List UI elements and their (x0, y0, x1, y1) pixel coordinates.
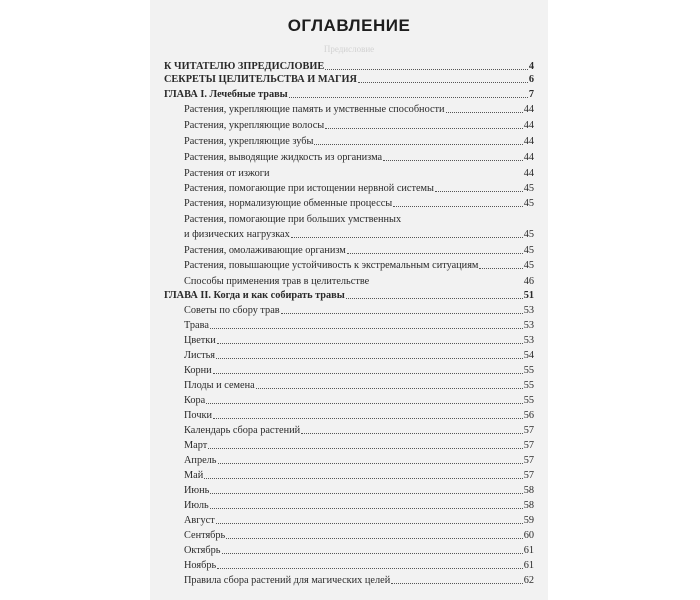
leader-dots (213, 418, 523, 419)
toc-entry-page: 61 (523, 560, 534, 571)
toc-entry[interactable] (184, 148, 534, 163)
toc-entry-page: 44 (523, 120, 534, 131)
toc-entry-title: ГЛАВА II. Когда и как собирать травы (164, 290, 345, 301)
toc-entry-title: Март (184, 440, 208, 451)
toc-entry[interactable] (184, 406, 534, 421)
toc-entry-title: Растения, укрепляющие волосы (184, 120, 325, 131)
toc-entry-title: Почки (184, 410, 213, 421)
leader-dots (226, 538, 522, 539)
book-page (150, 0, 548, 600)
toc-entry-title: Ноябрь (184, 560, 217, 571)
leader-dots (291, 237, 523, 238)
toc-entry-secrets[interactable] (164, 70, 534, 85)
toc-entry-title: Июль (184, 500, 209, 511)
toc-entry-title: Календарь сбора растений (184, 425, 301, 436)
toc-entry-chapter-1[interactable] (164, 85, 534, 100)
toc-entry[interactable] (184, 511, 534, 526)
toc-entry[interactable] (184, 481, 534, 496)
toc-entry-title: Способы применения трав в целительстве (184, 276, 370, 287)
toc-entry-page: 56 (523, 410, 534, 421)
toc-entry-page: 44 (523, 104, 534, 115)
toc-entry[interactable] (184, 526, 534, 541)
toc-entry[interactable] (184, 466, 534, 481)
toc-entry-page: 58 (523, 500, 534, 511)
toc-entry-title: Август (184, 515, 215, 526)
toc-entry[interactable] (184, 194, 534, 209)
toc-entry-page: 54 (523, 350, 534, 361)
toc-entry-title: Июнь (184, 485, 210, 496)
toc-entry-page: 57 (523, 440, 534, 451)
toc-entry-title: Растения от изжоги (184, 168, 270, 179)
toc-entry-title: Растения, выводящие жидкость из организма (184, 152, 383, 163)
toc-entry-page: 55 (523, 395, 534, 406)
leader-dots (218, 463, 523, 464)
toc-entry-title: Сентябрь (184, 530, 226, 541)
toc-entry-page: 46 (523, 276, 534, 287)
toc-entry-title: Растения, укрепляющие зубы (184, 136, 314, 147)
toc-entry[interactable] (184, 361, 534, 376)
toc-entry[interactable] (184, 496, 534, 511)
toc-entry-title: ГЛАВА I. Лечебные травы (164, 89, 288, 100)
leader-dots (289, 97, 528, 98)
toc-entry[interactable] (184, 241, 534, 256)
bleed-through-text: Предисловие (323, 44, 375, 54)
leader-dots (435, 191, 523, 192)
leader-dots (256, 388, 523, 389)
leader-dots (281, 313, 523, 314)
toc-entry-title: Октябрь (184, 545, 221, 556)
leader-dots (206, 403, 522, 404)
leader-dots (325, 128, 522, 129)
toc-entry-title: Листья (184, 350, 215, 361)
toc-entry-page: 55 (523, 380, 534, 391)
toc-entry-page: 57 (523, 470, 534, 481)
toc-entry-title: Кора (184, 395, 206, 406)
toc-entry-page: 60 (523, 530, 534, 541)
leader-dots (217, 568, 522, 569)
toc-entry-page: 57 (523, 455, 534, 466)
toc-entry-title: Растения, повышающие устойчивость к экстремальным ситуациям (184, 260, 479, 271)
toc-entry[interactable] (184, 376, 534, 391)
toc-entry-title: Цветки (184, 335, 216, 346)
toc-entry-page: 6 (528, 74, 534, 85)
leader-dots (391, 583, 523, 584)
toc-entry-page: 44 (523, 168, 534, 179)
toc-entry[interactable] (184, 256, 534, 271)
toc-entry[interactable] (184, 225, 534, 240)
toc-entry[interactable] (184, 436, 534, 451)
toc-entry[interactable] (184, 391, 534, 406)
toc-entry-page: 45 (523, 198, 534, 209)
toc-entry-title: Правила сбора растений для магических целей (184, 575, 391, 586)
leader-dots (208, 448, 522, 449)
toc-entry-page: 51 (523, 290, 534, 301)
toc-entry[interactable] (184, 100, 534, 115)
leader-dots (393, 206, 523, 207)
toc-entry-page: 59 (523, 515, 534, 526)
toc-entry-page: 61 (523, 545, 534, 556)
toc-entry[interactable] (184, 331, 534, 346)
toc-entry-page: 44 (523, 152, 534, 163)
toc-entry[interactable] (184, 132, 534, 147)
toc-entry[interactable] (184, 571, 534, 586)
leader-dots (216, 523, 523, 524)
toc-entry-page: 57 (523, 425, 534, 436)
toc-entry-title: и физических нагрузках (184, 229, 290, 240)
leader-dots (314, 144, 522, 145)
toc-entry[interactable] (184, 556, 534, 571)
toc-entry-title: Растения, укрепляющие память и умственные способности (184, 104, 445, 115)
toc-entry-page: 53 (523, 335, 534, 346)
toc-entry-title: Трава (184, 320, 209, 331)
toc-entry-title: СЕКРЕТЫ ЦЕЛИТЕЛЬСТВА И МАГИЯ (164, 74, 357, 85)
toc-entry[interactable] (184, 301, 534, 316)
toc-entry[interactable] (184, 541, 534, 556)
leader-dots (216, 358, 523, 359)
toc-entry[interactable] (184, 272, 534, 287)
leader-dots (358, 82, 528, 83)
leader-dots (204, 478, 522, 479)
toc-entry[interactable] (184, 116, 534, 131)
leader-dots (210, 493, 522, 494)
toc-entry-page: 44 (523, 136, 534, 147)
toc-entry-title: Растения, омолаживающие организм (184, 245, 346, 256)
toc-entry-chapter-2[interactable] (164, 286, 534, 301)
leader-dots (346, 298, 523, 299)
toc-entry-title: Растения, помогающие при истощении нервной системы (184, 183, 434, 194)
leader-dots (383, 160, 523, 161)
leader-dots (210, 328, 523, 329)
toc-entry-page: 53 (523, 320, 534, 331)
leader-dots (347, 253, 523, 254)
toc-entry[interactable] (184, 164, 534, 179)
toc-entry[interactable] (184, 179, 534, 194)
leader-dots (479, 268, 522, 269)
leader-dots (217, 343, 523, 344)
toc-entry[interactable] (184, 346, 534, 361)
toc-entry-title: Советы по сбору трав (184, 305, 280, 316)
leader-dots (446, 112, 523, 113)
toc-entry-page: 53 (523, 305, 534, 316)
toc-entry-title: Плоды и семена (184, 380, 255, 391)
toc-entry[interactable] (184, 451, 534, 466)
toc-entry-page: 45 (523, 245, 534, 256)
leader-dots (222, 553, 523, 554)
toc-entry[interactable] (184, 421, 534, 436)
toc-entry[interactable] (184, 316, 534, 331)
toc-entry-title: Растения, нормализующие обменные процессы (184, 198, 393, 209)
toc-entry-title: Растения, помогающие при больших умственных (184, 214, 402, 225)
page-title: ОГЛАВЛЕНИЕ (287, 16, 411, 35)
toc-entry-page: 58 (523, 485, 534, 496)
leader-dots (210, 508, 523, 509)
toc-entry-title: Май (184, 470, 204, 481)
leader-dots (301, 433, 523, 434)
toc-entry-page: 7 (528, 89, 534, 100)
toc-entry-title: Апрель (184, 455, 217, 466)
toc-entry-page: 45 (523, 229, 534, 240)
toc-entry-title: К ЧИТАТЕЛЮ ЗПРЕДИСЛОВИЕ (164, 61, 325, 72)
toc-entry-page: 45 (523, 260, 534, 271)
toc-entry-page: 55 (523, 365, 534, 376)
toc-entry-title: Корни (184, 365, 212, 376)
leader-dots (213, 373, 523, 374)
toc-entry-page: 62 (523, 575, 534, 586)
toc-entry-page: 45 (523, 183, 534, 194)
toc-entry-page: 4 (528, 61, 534, 72)
toc-entry[interactable] (184, 210, 534, 225)
